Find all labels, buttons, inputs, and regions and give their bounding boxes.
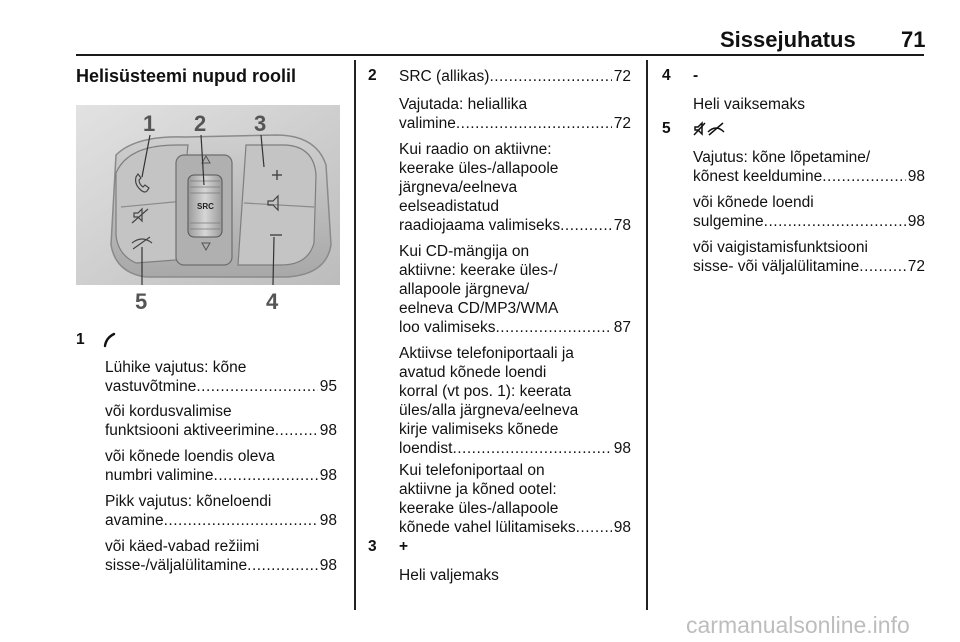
entry-mute-toggle: või vaigistamisfunktsiooni sisse- või väljalülitamine ..... 72	[693, 238, 925, 276]
item-number-3: 3	[368, 538, 377, 555]
entry-short-press-answer: Lühike vajutus: kõne vastuvõtmine ..... 95	[105, 358, 337, 396]
entry-volume-down: Heli vaiksemaks	[693, 96, 805, 113]
running-header-title: Sissejuhatus	[720, 27, 856, 52]
phone-answer-icon	[103, 332, 117, 348]
entry-handsfree-toggle: või käed-vabad režiimi sisse-/väljalülitamine ..... 98	[105, 537, 337, 575]
plus-symbol: +	[399, 538, 409, 555]
item-number-4: 4	[662, 67, 671, 84]
column-divider-1	[354, 60, 356, 610]
callout-5: 5	[135, 289, 148, 314]
page-number: 71	[901, 27, 926, 52]
section-title: Helisüsteemi nupud roolil	[76, 66, 297, 86]
entry-phone-portal-list: Aktiivse telefoniportaali ja avatud kõnede loendi korral (vt pos. 1): keerata üles/alla järgneva/eelneva kirje valimiseks kõnede loendist ..... 98	[399, 344, 631, 458]
entry-radio-presets: Kui raadio on aktiivne: keerake üles-/allapoole järgneva/eelneva eelseadistatud raadiojaama valimiseks ..... 78	[399, 140, 631, 235]
entry-calls-waiting: Kui telefoniportaal on aktiivne ja kõned ootel: keerake üles-/allapoole kõnede vahel lülitamiseks ..... 98	[399, 461, 631, 537]
entry-select-source: Vajutada: heliallika valimine ..... 72	[399, 95, 631, 133]
header-rule	[76, 54, 924, 56]
item-number-1: 1	[76, 331, 85, 348]
src-label: SRC	[197, 202, 214, 211]
entry-volume-up: Heli valjemaks	[399, 567, 499, 584]
callout-3: 3	[254, 111, 267, 136]
mute-phone-end-icon	[693, 121, 727, 137]
entry-src: SRC (allikas) ..... 72	[399, 67, 631, 86]
item-number-5: 5	[662, 120, 671, 137]
callout-4: 4	[266, 289, 279, 314]
item-number-2: 2	[368, 67, 377, 84]
steering-wheel-controls-figure	[76, 95, 340, 321]
minus-symbol: -	[693, 67, 699, 84]
column-divider-2	[646, 60, 648, 610]
entry-close-call-list: või kõnede loendi sulgemine ..... 98	[693, 193, 925, 231]
entry-end-reject-call: Vajutus: kõne lõpetamine/ kõnest keeldumine ..... 98	[693, 148, 925, 186]
callout-1: 1	[143, 111, 156, 136]
callout-2: 2	[194, 111, 207, 136]
entry-long-press-call-list: Pikk vajutus: kõneloendi avamine ..... 98	[105, 492, 337, 530]
entry-cd-track: Kui CD-mängija on aktiivne: keerake üles-/ allapoole järgneva/ eelneva CD/MP3/WMA loo valimiseks ..... 87	[399, 242, 631, 337]
entry-redial: või kordusvalimise funktsiooni aktiveerimine ..... 98	[105, 402, 337, 440]
watermark: carmanualsonline.info	[686, 612, 910, 638]
entry-call-list-number: või kõnede loendis oleva numbri valimine ..... 98	[105, 447, 337, 485]
